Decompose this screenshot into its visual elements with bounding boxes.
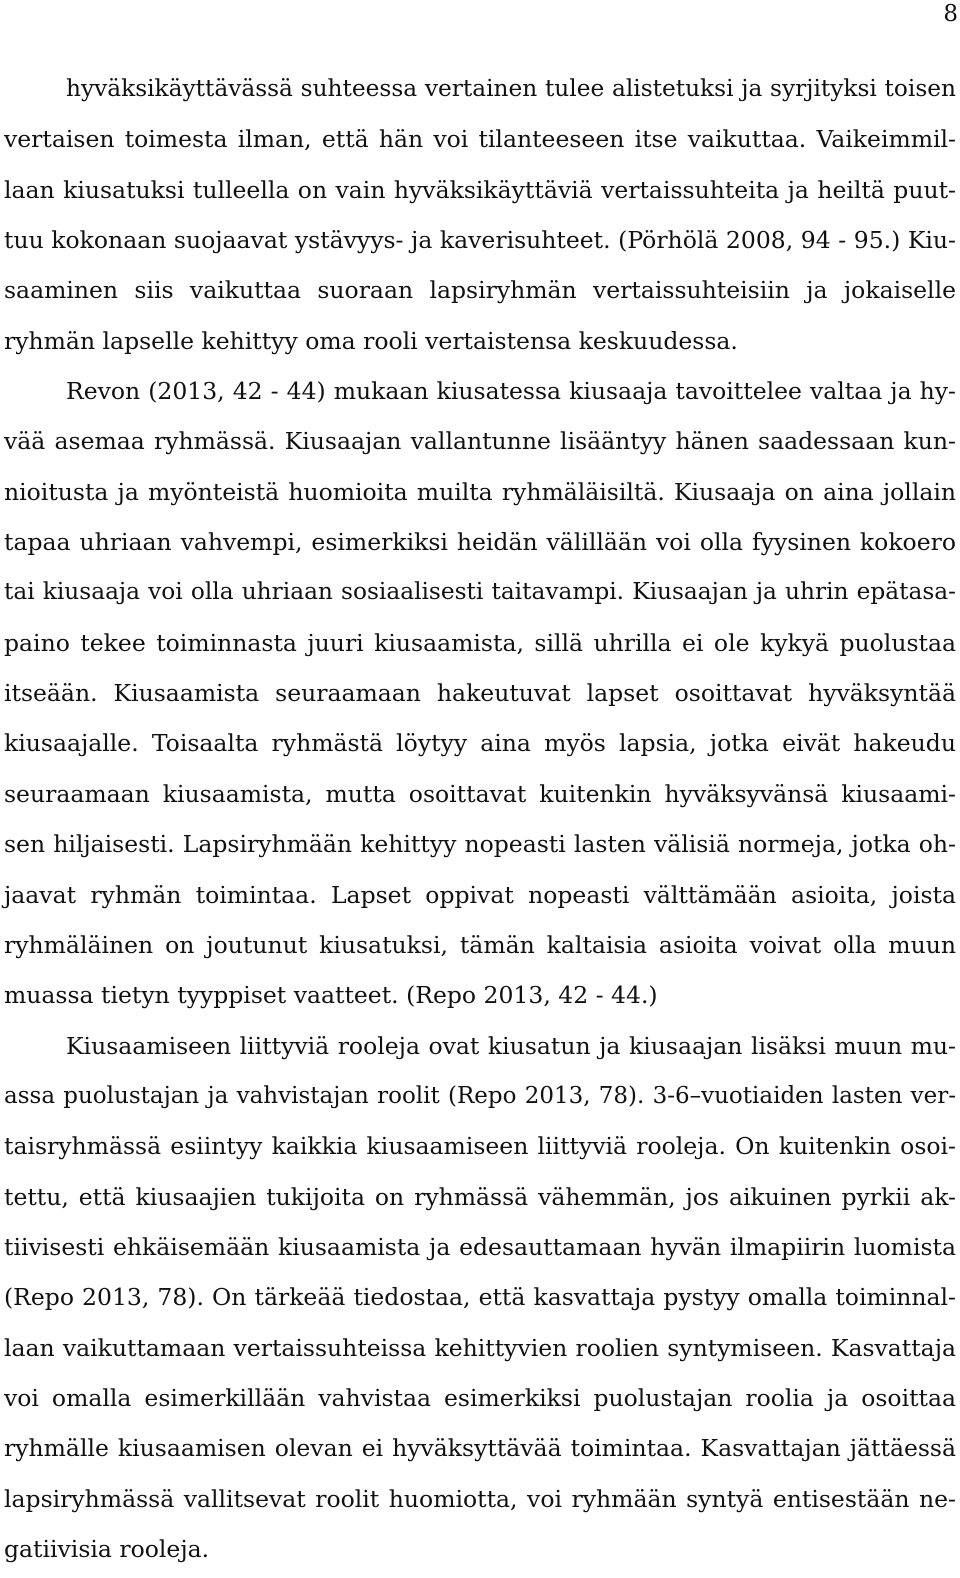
text-line: Kiusaamiseen liittyviä rooleja ovat kiusatun ja kiusaajan lisäksi muun mu- [66, 1031, 956, 1060]
text-line: seuraamaan kiusaamista, mutta osoittavat kuitenkin hyväksyvänsä kiusaami- [4, 779, 956, 808]
text-line: paino tekee toiminnasta juuri kiusaamista, sillä uhrilla ei ole kykyä puolustaa [4, 628, 956, 657]
text-line: vertaisen toimesta ilman, että hän voi tilanteeseen itse vaikuttaa. Vaikeimmil- [4, 125, 956, 154]
text-line: taisryhmässä esiintyy kaikkia kiusaamiseen liittyviä rooleja. On kuitenkin osoi- [4, 1132, 956, 1161]
text-line: gatiivisia rooleja. [4, 1534, 210, 1563]
text-line: jaavat ryhmän toimintaa. Lapset oppivat nopeasti välttämään asioita, joista [4, 880, 956, 909]
text-line: ryhmän lapselle kehittyy oma rooli vertaistensa keskuudessa. [4, 326, 738, 355]
text-line: voi omalla esimerkillään vahvistaa esimerkiksi puolustajan roolia ja osoittaa [4, 1383, 956, 1412]
text-line: vää asemaa ryhmässä. Kiusaajan vallantunne lisääntyy hänen saadessaan kun- [4, 427, 956, 456]
text-line: nioitusta ja myönteistä huomioita muilta ryhmäläisiltä. Kiusaaja on aina jollain [4, 477, 956, 506]
text-line: itseään. Kiusaamista seuraamaan hakeutuvat lapset osoittavat hyväksyntää [4, 679, 956, 708]
text-line: saaminen siis vaikuttaa suoraan lapsiryhmän vertaissuhteisiin ja jokaiselle [4, 276, 956, 305]
text-line: laan kiusatuksi tulleella on vain hyväksikäyttäviä vertaissuhteita ja heiltä puut- [4, 175, 956, 204]
text-line: (Repo 2013, 78). On tärkeää tiedostaa, että kasvattaja pystyy omalla toiminnal- [4, 1283, 956, 1312]
text-line: tuu kokonaan suojaavat ystävyys- ja kaverisuhteet. (Pörhölä 2008, 94 - 95.) Kiu- [4, 226, 956, 255]
body-text [4, 68, 956, 1578]
page-number: 8 [943, 1, 958, 27]
text-line: muassa tietyn tyyppiset vaatteet. (Repo 2013, 42 - 44.) [4, 981, 658, 1010]
text-line: kiusaajalle. Toisaalta ryhmästä löytyy aina myös lapsia, jotka eivät hakeudu [4, 729, 956, 758]
text-line: sen hiljaisesti. Lapsiryhmään kehittyy nopeasti lasten välisiä normeja, jotka oh- [4, 830, 956, 859]
text-line: ryhmäläinen on joutunut kiusatuksi, tämän kaltaisia asioita voivat olla muun [4, 930, 956, 959]
text-line: assa puolustajan ja vahvistajan roolit (Repo 2013, 78). 3-6–vuotiaiden lasten ver- [4, 1082, 956, 1109]
text-line: Revon (2013, 42 - 44) mukaan kiusatessa kiusaaja tavoittelee valtaa ja hy- [66, 377, 956, 406]
text-line: hyväksikäyttävässä suhteessa vertainen tulee alistetuksi ja syrjityksi toisen [66, 75, 956, 102]
text-line: tiivisesti ehkäisemään kiusaamista ja edesauttamaan hyvän ilmapiirin luomista [4, 1232, 956, 1261]
text-line: ryhmälle kiusaamisen olevan ei hyväksyttävää toimintaa. Kasvattajan jättäessä [4, 1434, 956, 1463]
text-line: laan vaikuttamaan vertaissuhteissa kehittyvien roolien syntymiseen. Kasvattaja [4, 1333, 956, 1362]
text-line: tapaa uhriaan vahvempi, esimerkiksi heidän välillään voi olla fyysinen kokoero [4, 528, 956, 557]
text-line: tettu, että kiusaajien tukijoita on ryhmässä vähemmän, jos aikuinen pyrkii ak- [4, 1182, 956, 1211]
text-line: lapsiryhmässä vallitsevat roolit huomiotta, voi ryhmään syntyä entisestään ne- [4, 1484, 956, 1513]
text-line: tai kiusaaja voi olla uhriaan sosiaalisesti taitavampi. Kiusaajan ja uhrin epätasa- [4, 578, 956, 606]
